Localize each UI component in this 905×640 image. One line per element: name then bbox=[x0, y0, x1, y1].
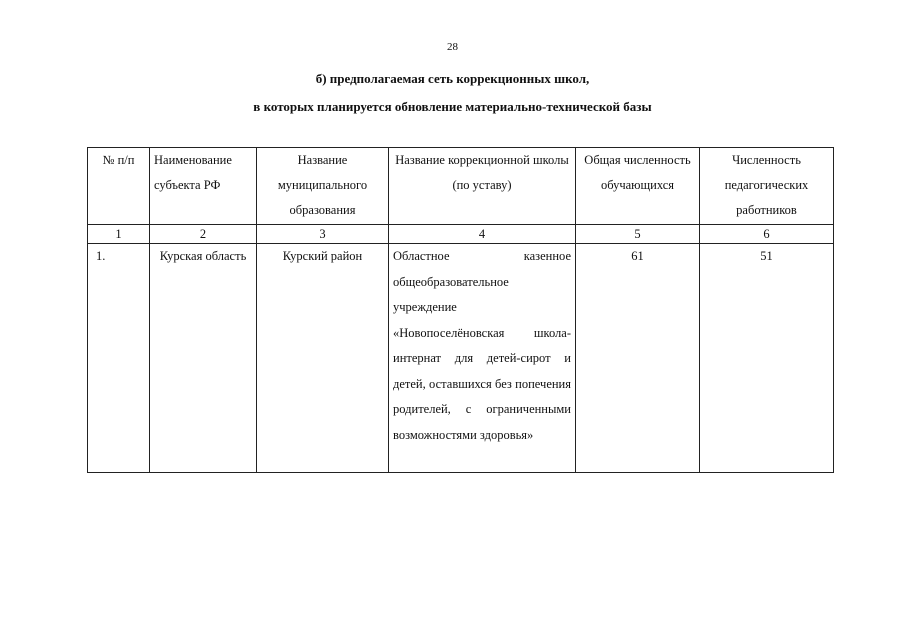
header-subject: Наименование субъекта РФ bbox=[150, 148, 257, 225]
municipality-name: Курский район bbox=[257, 244, 389, 473]
column-number: 3 bbox=[257, 225, 389, 244]
table-row bbox=[88, 244, 834, 473]
column-number: 1 bbox=[88, 225, 150, 244]
students-count: 61 bbox=[576, 244, 700, 473]
header-teachers-count: Численность педагогических работников bbox=[700, 148, 834, 225]
header-school-name: Название коррекционной школы (по уставу) bbox=[389, 148, 576, 225]
teachers-count: 51 bbox=[700, 244, 834, 473]
column-number: 4 bbox=[389, 225, 576, 244]
column-number-row bbox=[88, 225, 834, 244]
row-number: 1. bbox=[88, 244, 150, 473]
schools-table bbox=[87, 147, 834, 473]
document-title-line-2: в которых планируется обновление материально-технической базы bbox=[253, 99, 652, 114]
school-name: Областное казенное общеобразовательное учреждение «Новопоселёновская школа-интернат для детей-сирот и детей, оставшихся без попечения родителей, с ограниченными возможностями здоровья» bbox=[389, 244, 576, 473]
page-number: 28 bbox=[447, 41, 458, 53]
header-students-count: Общая численность обучающихся bbox=[576, 148, 700, 225]
column-number: 2 bbox=[150, 225, 257, 244]
subject-name: Курская область bbox=[150, 244, 257, 473]
header-municipality: Название муниципального образования bbox=[257, 148, 389, 225]
table-header-row bbox=[88, 148, 834, 225]
column-number: 5 bbox=[576, 225, 700, 244]
header-number: № п/п bbox=[88, 148, 150, 225]
document-title-line-1: б) предполагаемая сеть коррекционных школ, bbox=[315, 71, 590, 86]
column-number: 6 bbox=[700, 225, 834, 244]
